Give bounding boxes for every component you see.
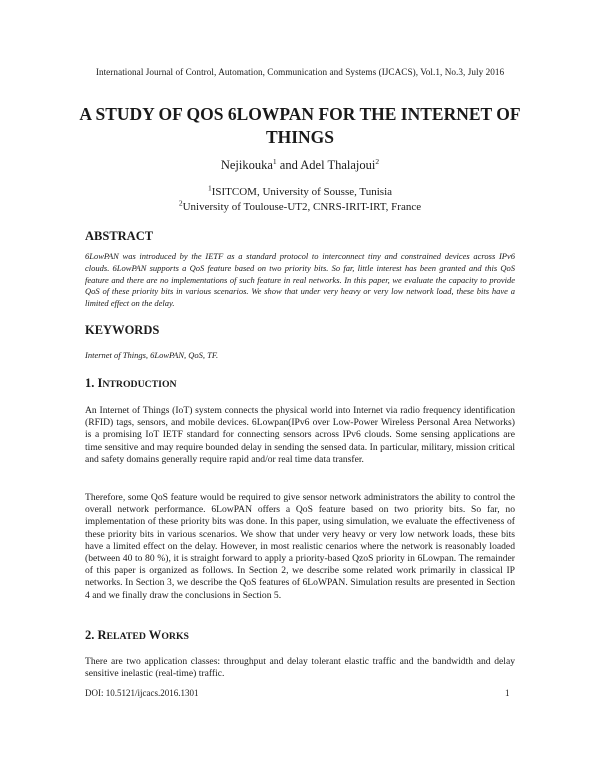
affiliation-2 [0, 200, 600, 215]
author-2: Adel Thalajoui [300, 158, 376, 172]
affiliations [0, 185, 600, 215]
related-heading-rest: ORKS [161, 631, 189, 642]
introduction-heading-rest: NTRODUCTION [102, 379, 177, 390]
footer-doi: DOI: 10.5121/ijcacs.2016.1301 [85, 688, 199, 698]
related-heading-mid: ELATED [106, 631, 146, 642]
affiliation-1-text: ISITCOM, University of Sousse, Tunisia [211, 186, 393, 198]
affiliation-1 [0, 185, 600, 200]
title-line-2: THINGS [265, 127, 335, 147]
title-line-1: A STUDY OF QOS 6LOWPAN FOR THE INTERNET OF [79, 104, 521, 124]
journal-header: International Journal of Control, Automation, Communication and Systems (IJCACS), Vol.1, No.3, July 2016 [95, 67, 505, 77]
author-2-sup: 2 [375, 156, 380, 166]
abstract-heading: ABSTRACT [85, 229, 154, 243]
page-number: 1 [505, 688, 510, 698]
keywords-heading: KEYWORDS [85, 323, 160, 337]
keywords-text: Internet of Things, 6LowPAN, QoS, TF. [85, 350, 219, 360]
related-works-paragraph-1: There are two application classes: throughput and delay tolerant elastic traffic and the bandwidth and delay sensitive inelastic (real-time) traffic. [85, 656, 515, 680]
author-1-sup: 1 [272, 156, 277, 166]
introduction-heading [85, 376, 177, 391]
affiliation-2-sup: 2 [178, 198, 183, 208]
author-and: and [276, 158, 301, 172]
introduction-paragraph-2: Therefore, some QoS feature would be required to give sensor network administrators the ability to control the overall network performance. 6LowPAN offers a QoS feature based on two priority bits. So far, no implementation of these priority bits was done. In this paper, using simulation, we evaluate the effectiveness of these priority bits in various scenarios. We show that under very heavy or very low network loads, these bits have a limited effect on the delay. However, in most realistic cenarios where the network is reasonably loaded (between 40 to 80 %), it is straight forward to apply a priority-based QzoS priority in 6Lowpan. The remainder of this paper is organized as follows. In Section 2, we describe some related work primarily in classical IP networks. In Section 3, we describe the QoS features of 6LoWPAN. Simulation results are presented in Section 4 and we finally draw the conclusions in Section 5. [85, 492, 515, 601]
related-works-heading [85, 628, 189, 643]
author-1: Nejikouka [220, 158, 273, 172]
introduction-paragraph-1: An Internet of Things (IoT) system connects the physical world into Internet via radio frequency identification (RFID) tags, sensors, and mobile devices. 6Lowpan(IPv6 over Low-Power Wireless Personal Area Networks) is a promising IoT IETF standard for connecting sensors across IPv6 clouds. Some sensing applications are time sensitive and may require bounded delay in sending the sensed data. In particular, military, mission critical and safety domains generally require rapid and/or real time data transfer. [85, 405, 515, 465]
author-list [0, 158, 600, 173]
abstract-text: 6LowPAN was introduced by the IETF as a standard protocol to interconnect tiny and constrained devices across IPv6 clouds. 6LowPAN supports a QoS feature based on two priority bits. So far, little interest has been granted and this QoS feature and there are no implementations of such feature in real networks. In this paper, we evaluate the capacity to provide QoS of these priority bits in various scenarios. We show that under very heavy or very low network load, these bits have a limited effect on the delay. [85, 251, 515, 309]
introduction-number: 1. I [85, 376, 103, 390]
related-number: 2. R [85, 628, 107, 642]
affiliation-1-sup: 1 [207, 183, 212, 193]
related-heading-w: W [145, 628, 162, 642]
paper-title [60, 103, 540, 149]
affiliation-2-text: University of Toulouse-UT2, CNRS-IRIT-IRT, France [182, 201, 422, 213]
